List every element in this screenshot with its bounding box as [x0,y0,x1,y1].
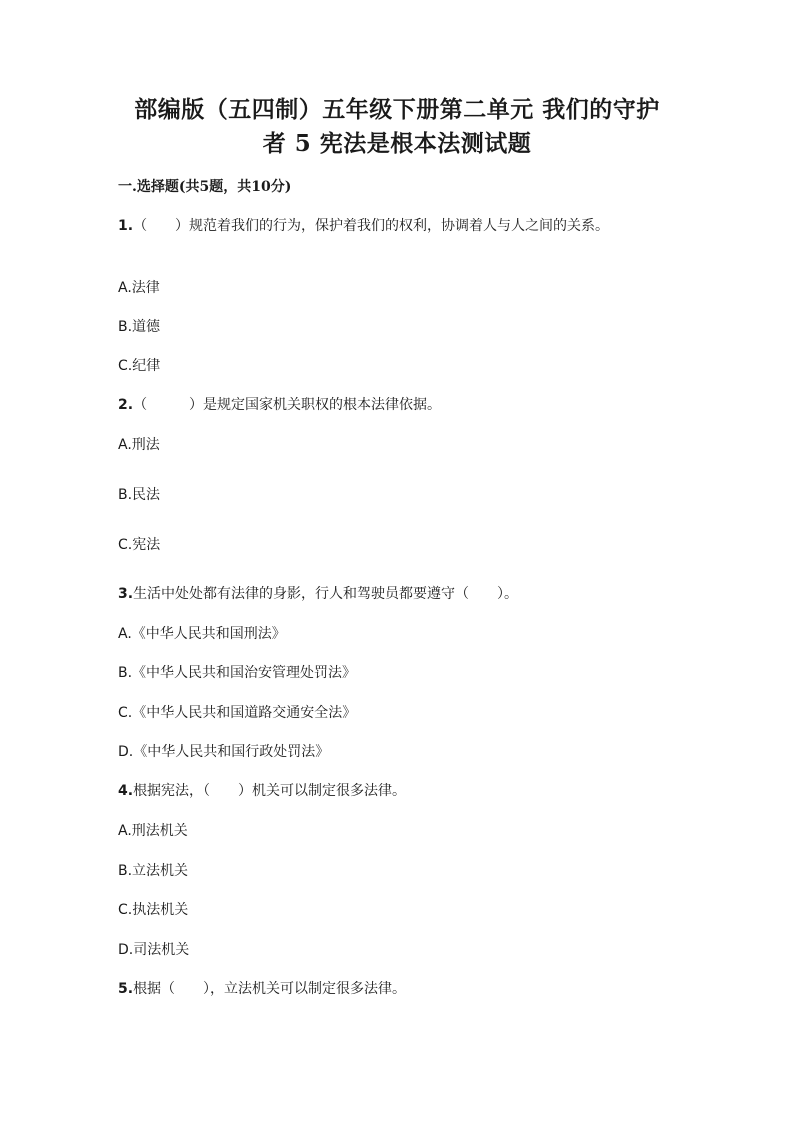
question-2 [118,396,678,415]
question-1 [118,217,678,236]
question-3-option-c: C.《中华人民共和国道路交通安全法》 [118,705,357,721]
question-3-option-d: D.《中华人民共和国行政处罚法》 [118,744,330,760]
question-number: 3. [118,586,134,602]
question-4-option-b: B.立法机关 [118,863,189,879]
document-title-line-2: 者 5 宪法是根本法测试题 [262,130,532,157]
question-1-option-a: A.法律 [118,280,160,296]
question-2-option-c: C.宪法 [118,537,161,553]
question-number: 1. [118,218,134,234]
question-1-option-b: B.道德 [118,319,161,335]
question-text: （ ）是规定国家机关职权的根本法律依据。 [133,397,442,413]
question-text: 生活中处处都有法律的身影，行人和驾驶员都要遵守（ ）。 [133,586,519,602]
question-3-option-a: A.《中华人民共和国刑法》 [118,626,286,642]
question-3 [118,585,678,604]
question-2-option-a: A.刑法 [118,437,160,453]
question-number: 2. [118,397,134,413]
question-text: 根据宪法，（ ）机关可以制定很多法律。 [133,783,407,799]
question-number: 5. [118,981,134,997]
question-number: 4. [118,783,134,799]
question-4 [118,782,678,801]
question-3-option-b: B.《中华人民共和国治安管理处罚法》 [118,665,357,681]
question-2-option-b: B.民法 [118,487,161,503]
question-5 [118,980,678,999]
question-1-option-c: C.纪律 [118,358,161,374]
question-4-option-d: D.司法机关 [118,942,190,958]
question-4-option-c: C.执法机关 [118,902,189,918]
question-text: （ ）规范着我们的行为，保护着我们的权利，协调着人与人之间的关系。 [133,218,610,234]
document-title-line-1: 部编版（五四制）五年级下册第二单元 我们的守护 [134,96,660,123]
question-text: 根据（ ），立法机关可以制定很多法律。 [133,981,407,997]
question-4-option-a: A.刑法机关 [118,823,188,839]
section-heading: 一.选择题(共5题，共10分) [118,179,292,195]
